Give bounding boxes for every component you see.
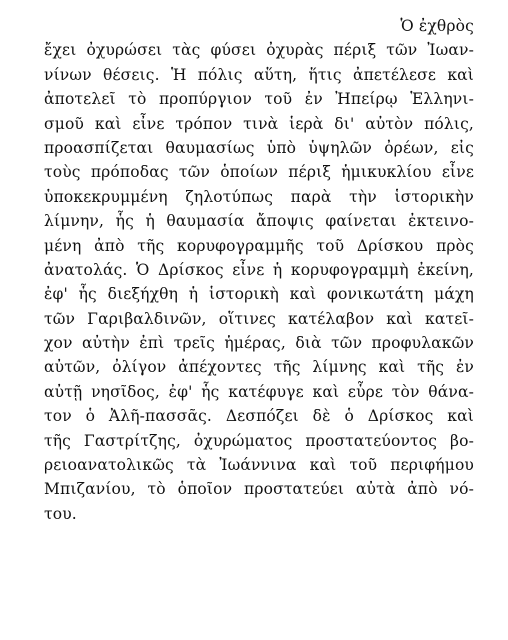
text-line: λίμνην, ἧς ἡ θαυμασία ἄποψις φαίνεται ἐκτεινο- <box>44 212 474 231</box>
text-line: Ὁ ἐχθρὸς <box>400 17 474 35</box>
text-line: ἀποτελεῖ τὸ προπύργιον τοῦ ἐν Ἠπείρῳ Ἑλληνι- <box>44 90 474 109</box>
text-line: μένη ἀπὸ τῆς κορυφογραμμῆς τοῦ Δρίσκου πρὸς <box>44 236 474 255</box>
text-line: νίνων θέσεις. Ἡ πόλις αὕτη, ἥτις ἀπετέλεσε καὶ <box>44 65 474 84</box>
text-line: σμοῦ καὶ εἶνε τρόπον τινὰ ἱερὰ δι' αὐτὸν πόλις, <box>44 114 474 133</box>
text-line: τον ὁ Ἀλῆ-πασσᾶς. Δεσπόζει δὲ ὁ Δρίσκος καὶ <box>44 407 474 426</box>
text-line: ἔχει ὀχυρώσει τὰς φύσει ὀχυρὰς πέριξ τῶν Ἰωαν- <box>44 41 474 60</box>
text-line: ὑποκεκρυμμένη ζηλοτύπως παρὰ τὴν ἱστορικὴν <box>44 187 474 206</box>
text-line: του. <box>44 504 77 523</box>
text-line: ἀνατολάς. Ὁ Δρίσκος εἶνε ἡ κορυφογραμμὴ ἐκείνη, <box>44 260 474 279</box>
text-line: Μπιζανίου, τὸ ὁποῖον προστατεύει αὐτὰ ἀπὸ νό- <box>44 480 474 499</box>
text-line: ρειοανατολικῶς τὰ Ἰωάννινα καὶ τοῦ περιφήμου <box>44 456 474 475</box>
text-line: προασπίζεται θαυμασίως ὑπὸ ὑψηλῶν ὀρέων, εἰς <box>44 138 474 157</box>
text-line: ἐφ' ἧς διεξήχθη ἡ ἱστορικὴ καὶ φονικωτάτη μάχη <box>44 285 474 304</box>
text-line: τῆς Γαστρίτζης, ὀχυρώματος προστατεύοντος βο- <box>44 431 474 450</box>
text-line: χον αὐτὴν ἐπὶ τρεῖς ἡμέρας, διὰ τῶν προφυλακῶν <box>44 334 474 353</box>
greek-text-paragraph <box>44 14 474 526</box>
text-line: τοὺς πρόποδας τῶν ὁποίων πέριξ ἡμικυκλίου εἶνε <box>44 163 474 182</box>
text-line: τῶν Γαριβαλδινῶν, οἵτινες κατέλαβον καὶ κατεῖ- <box>44 309 474 328</box>
text-line: αὐτῶν, ὀλίγον ἀπέχοντες τῆς λίμνης καὶ τῆς ἐν <box>44 358 474 377</box>
text-line: αὐτῇ νησῖδος, ἐφ' ἧς κατέφυγε καὶ εὗρε τὸν θάνα- <box>44 382 474 401</box>
